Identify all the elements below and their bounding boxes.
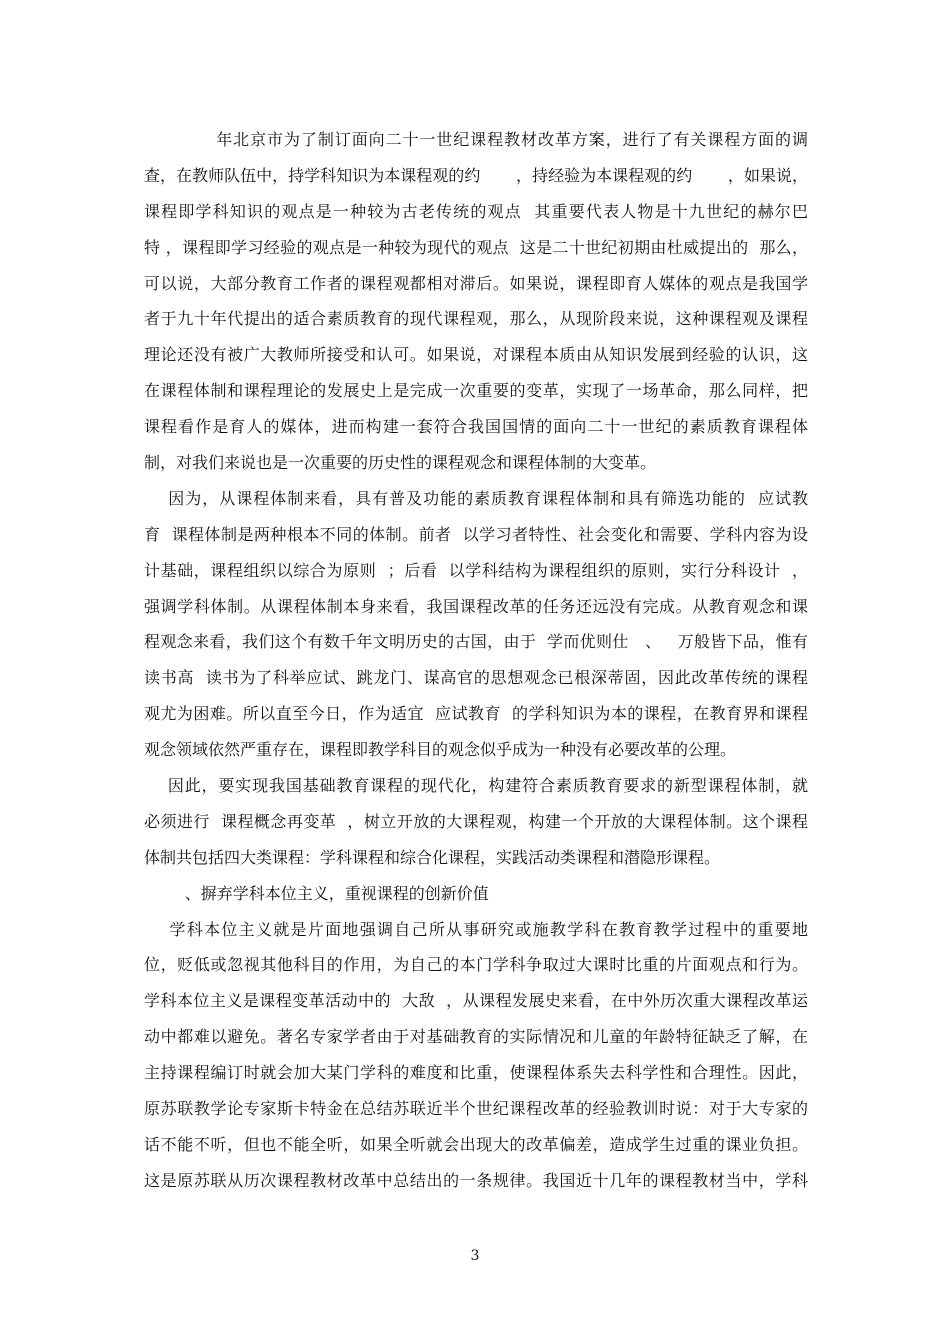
text-line: 体制共包括四大类课程：学科课程和综合化课程，实践活动类课程和潜隐形课程。 (144, 847, 721, 867)
text-line: 这是原苏联从历次课程教材改革中总结出的一条规律。我国近十几年的课程教材当中，学科 (144, 1170, 808, 1190)
text-line: 读书高 读书为了科举应试、跳龙门、谋高官的思想观念已根深蒂固，因此改革传统的课程 (144, 668, 808, 688)
text-line: 动中都难以避免。著名专家学者由于对基础教育的实际情况和儿童的年龄特征缺乏了解，在 (144, 1027, 808, 1047)
text-line: 观念领域依然严重存在，课程即教学科目的观念似乎成为一种没有必要改革的公理。 (144, 740, 737, 760)
text-line: 原苏联教学论专家斯卡特金在总结苏联近半个世纪课程改革的经验教训时说：对于大专家的 (144, 1099, 808, 1119)
text-line: 学科本位主义是课程变革活动中的 大敌 ，从课程发展史来看，在中外历次重大课程改革运 (144, 991, 808, 1011)
text-line: 学科本位主义就是片面地强调自己所从事研究或施教学科在教育教学过程中的重要地 (144, 919, 808, 939)
text-line: 位，贬低或忽视其他科目的作用，为自己的本门学科争取过大课时比重的片面观点和行为。 (144, 955, 808, 975)
text-line: 必须进行 课程概念再变革 ，树立开放的大课程观，构建一个开放的大课程体制。这个课程 (144, 811, 808, 831)
text-line: 在课程体制和课程理论的发展史上是完成一次重要的变革，实现了一场革命，那么同样，把 (144, 381, 808, 401)
body-text (144, 122, 808, 1199)
text-line: 因此，要实现我国基础教育课程的现代化，构建符合素质教育要求的新型课程体制，就 (144, 776, 808, 796)
text-line: 查，在教师队伍中，持学科知识为本课程观的约 ，持经验为本课程观的约 ，如果说， (144, 165, 808, 185)
text-line: 强调学科体制。从课程体制本身来看，我国课程改革的任务还远没有完成。从教育观念和课 (144, 596, 808, 616)
page-number: 3 (470, 1248, 480, 1264)
text-line: 特 ，课程即学习经验的观点是一种较为现代的观点 这是二十世纪初期由杜威提出的 那么， (144, 237, 808, 257)
text-line: 制，对我们来说也是一次重要的历史性的课程观念和课程体制的大变革。 (144, 453, 657, 473)
text-line: 理论还没有被广大教师所接受和认可。如果说，对课程本质由从知识发展到经验的认识，这 (144, 345, 808, 365)
text-line: 者于九十年代提出的适合素质教育的现代课程观，那么，从现阶段来说，这种课程观及课程 (144, 309, 808, 329)
text-line: 课程即学科知识的观点是一种较为古老传统的观点 其重要代表人物是十九世纪的赫尔巴 (144, 201, 808, 221)
text-line: 因为，从课程体制来看，具有普及功能的素质教育课程体制和具有筛选功能的 应试教 (144, 488, 808, 508)
text-line: 程观念来看，我们这个有数千年文明历史的古国，由于 学而优则仕 、 万般皆下品，惟有 (144, 632, 808, 652)
text-line: 可以说，大部分教育工作者的课程观都相对滞后。如果说，课程即育人媒体的观点是我国学 (144, 273, 808, 293)
text-line: 年北京市为了制订面向二十一世纪课程教材改革方案，进行了有关课程方面的调 (144, 130, 808, 149)
text-line: 育 课程体制是两种根本不同的体制。前者 以学习者特性、社会变化和需要、学科内容为设 (144, 524, 808, 544)
text-line: 主持课程编订时就会加大某门学科的难度和比重，使课程体系失去科学性和合理性。因此， (144, 1063, 808, 1083)
text-line: 课程看作是育人的媒体，进而构建一套符合我国国情的面向二十一世纪的素质教育课程体 (144, 417, 808, 437)
text-line: 观尤为困难。所以直至今日，作为适宜 应试教育 的学科知识为本的课程，在教育界和课程 (144, 704, 808, 724)
text-line: 话不能不听，但也不能全听，如果全听就会出现大的改革偏差，造成学生过重的课业负担。 (144, 1134, 808, 1154)
text-line: 计基础，课程组织以综合为原则 ；后看 以学科结构为课程组织的原则，实行分科设计 ， (144, 560, 808, 580)
section-heading: 、摒弃学科本位主义，重视课程的创新价值 (144, 883, 489, 903)
